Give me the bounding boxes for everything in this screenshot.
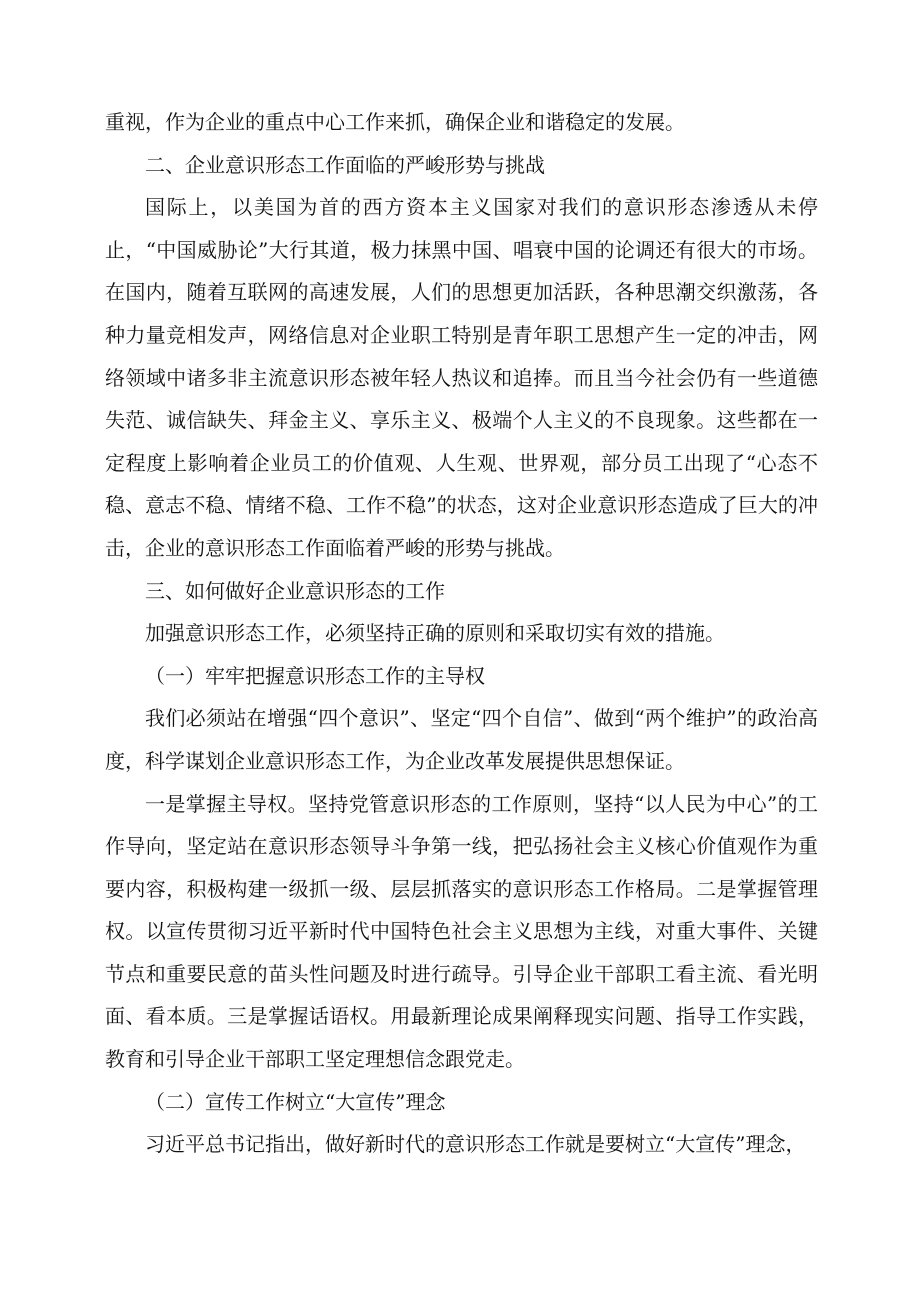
paragraph-big-publicity: 习近平总书记指出，做好新时代的意识形态工作就是要树立“大宣传”理念， [145, 1132, 806, 1157]
subsection-heading-1: （一）牢牢把握意识形态工作的主导权 [145, 663, 485, 688]
subsection-heading-2: （二）宣传工作树立“大宣传”理念 [145, 1089, 446, 1114]
paragraph-continuation: 重视，作为企业的重点中心工作来抓，确保企业和谐稳定的发展。 [105, 110, 685, 134]
paragraph-political-height: 我们必须站在增强“四个意识”、坚定“四个自信”、做到“两个维护”的政治高度，科学谋划企业意识形态工作，为企业改革发展提供思想保证。 [105, 706, 818, 773]
paragraph-international-situation: 国际上，以美国为首的西方资本主义国家对我们的意识形态渗透从未停止，“中国威胁论”大行其道，极力抹黑中国、唱衰中国的论调还有很大的市场。在国内，随着互联网的高速发展，人们的思想更加活跃，各种思潮交织激荡，各种力量竞相发声，网络信息对企业职工特别是青年职工思想产生一定的冲击，网络领域中诸多非主流意识形态被年轻人热议和追捧。而且当今社会仍有一些道德失范、诚信缺失、拜金主义、享乐主义、极端个人主义的不良现象。这些都在一定程度上影响着企业员工的价值观、人生观、世界观，部分员工出现了“心态不稳、意志不稳、情绪不稳、工作不稳”的状态，这对企业意识形态造成了巨大的冲击，企业的意识形态工作面临着严峻的形势与挑战。 [105, 195, 818, 560]
paragraph-three-powers: 一是掌握主导权。坚持党管意识形态的工作原则，坚持“以人民为中心”的工作导向，坚定站在意识形态领导斗争第一线，把弘扬社会主义核心价值观作为重要内容，积极构建一级抓一级、层层抓落实的意识形态工作格局。二是掌握管理权。以宣传贯彻习近平新时代中国特色社会主义思想为主线，对重大事件、关键节点和重要民意的苗头性问题及时进行疏导。引导企业干部职工看主流、看光明面、看本质。三是掌握话语权。用最新理论成果阐释现实问题、指导工作实践，教育和引导企业干部职工坚定理想信念跟党走。 [105, 791, 818, 1072]
section-heading-2: 二、企业意识形态工作面临的严峻形势与挑战 [145, 152, 545, 177]
paragraph-principles: 加强意识形态工作，必须坚持正确的原则和采取切实有效的措施。 [145, 621, 725, 646]
section-heading-3: 三、如何做好企业意识形态的工作 [145, 578, 445, 603]
document-body [105, 101, 818, 1166]
